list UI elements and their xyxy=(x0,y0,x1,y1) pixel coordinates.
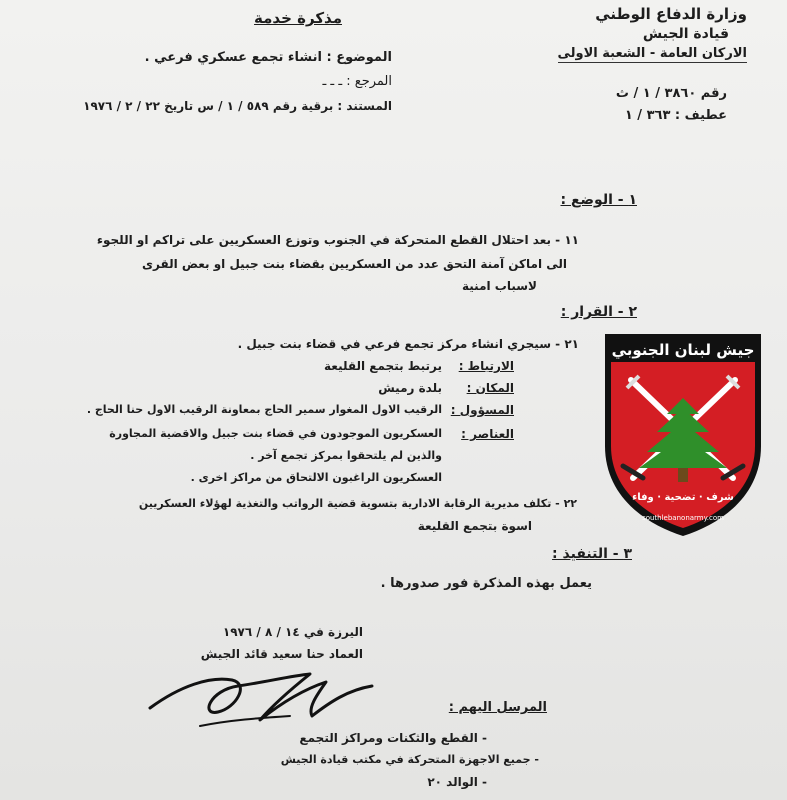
command-name: قيادة الجيش xyxy=(642,26,729,42)
ministry-name: وزارة الدفاع الوطني xyxy=(595,5,747,23)
recipients-item-2: - جميع الاجهزة المتحركة في مكتب قيادة الجيش xyxy=(280,753,539,766)
decision-item-1: ٢١ - سيجري انشاء مركز تجمع فرعي في قضاء بنت جبيل . xyxy=(237,337,579,351)
elements-label: العناصر : xyxy=(461,427,514,441)
reference-line: المستند : برقية رقم ٥٨٩ / ١ / س تاريخ ٢٢ / ٢ / ١٩٧٦ xyxy=(83,99,392,113)
south-lebanon-army-emblem xyxy=(597,328,769,540)
emblem-title: جيش لبنان الجنوبي xyxy=(611,341,755,359)
subject-line: الموضوع : انشاء تجمع عسكري فرعي . xyxy=(144,50,392,65)
elements-value-2: والذين لم يلتحقوا بمركز تجمع آخر . xyxy=(250,449,442,462)
classification: عطيف : ٣٦٣ / ١ xyxy=(624,108,727,123)
elements-value: العسكريون الموجودون في قضاء بنت جبيل والاقضية المجاورة xyxy=(109,427,442,440)
link-value: يرتبط بتجمع القليعة xyxy=(324,359,442,373)
link-label: الارتباط : xyxy=(458,359,514,373)
emblem-motto: شرف · تضحية · وفاء xyxy=(632,492,734,503)
handwritten-signature xyxy=(140,646,380,736)
situation-heading: ١ - الوضع : xyxy=(560,192,637,208)
execution-heading: ٣ - التنفيذ : xyxy=(552,546,632,562)
place-label: المكان : xyxy=(466,381,514,395)
situation-text-2: الى اماكن آمنة التحق عدد من العسكريين بقضاء بنت جبيل او بعض القرى xyxy=(142,257,567,271)
signature-date: اليرزة في ١٤ / ٨ / ١٩٧٦ xyxy=(222,625,363,639)
recipients-item-3: - الوالد ٢٠ xyxy=(427,775,487,789)
decision-heading: ٢ - القرار : xyxy=(560,304,637,320)
recipients-item-1: - القطع والثكنات ومراكز التجمع xyxy=(299,731,487,745)
officer-value: الرقيب الاول المغوار سمير الحاج بمعاونة الرقيب الاول حنا الحاج . xyxy=(86,403,442,416)
ref-blank-line: المرجع : ـ ـ ـ xyxy=(322,74,392,89)
officer-label: المسؤول : xyxy=(450,403,514,417)
emblem-site: southlebanonarmy.com xyxy=(642,514,724,522)
execution-text: يعمل بهذه المذكرة فور صدورها . xyxy=(380,576,592,591)
place-value: بلدة رميش xyxy=(378,381,442,395)
ref-number: رقم ٣٨٦٠ / ١ / ث xyxy=(615,86,727,101)
recipients-heading: المرسل اليهم : xyxy=(448,700,547,715)
decision-item-2: ٢٢ - تكلف مديرية الرقابة الادارية بتسوية قضية الرواتب والتغذية لهؤلاء العسكريين xyxy=(138,497,577,510)
staff-name: الاركان العامة - الشعبة الاولى xyxy=(557,46,747,61)
signature-name: العماد حنا سعيد قائد الجيش xyxy=(200,647,363,661)
elements-value-3: العسكريون الراغبون الالتحاق من مراكز اخرى . xyxy=(190,471,442,484)
situation-text-1: ١١ - بعد احتلال القطع المتحركة في الجنوب وتوزع العسكريين على تراكم او اللجوء xyxy=(96,233,579,247)
memo-title: مذكرة خدمة xyxy=(254,9,342,27)
situation-text-3: لاسباب امنية xyxy=(462,279,537,293)
decision-item-2b: اسوة بتجمع القليعة xyxy=(417,519,532,533)
